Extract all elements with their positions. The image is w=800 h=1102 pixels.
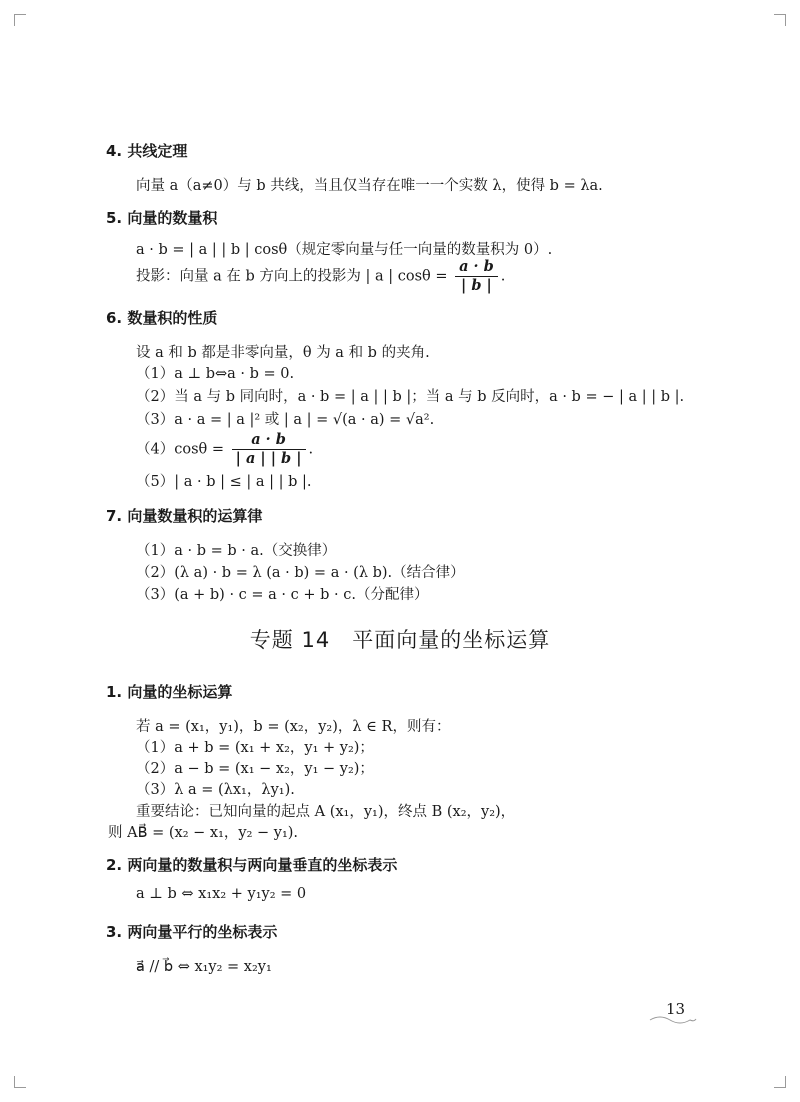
coordinate-item: （2）a − b = (x₁ − x₂，y₁ − y₂)； bbox=[136, 761, 374, 777]
perpendicular-formula: a ⊥ b ⇔ x₁x₂ + y₁y₂ = 0 bbox=[136, 886, 307, 902]
properties-intro: 设 a 和 b 都是非零向量，θ 为 a 和 b 的夹角. bbox=[136, 345, 430, 361]
section-heading-parallel: 3. 两向量平行的坐标表示 bbox=[106, 923, 278, 941]
property-item: （3）a · a = | a |² 或 | a | = √(a · a) = √a². bbox=[136, 412, 435, 428]
law-item: （1）a · b = b · a.（交换律） bbox=[136, 543, 337, 559]
fraction-suffix: . bbox=[308, 441, 314, 458]
section-heading-dot-product: 5. 向量的数量积 bbox=[106, 209, 218, 227]
projection-fraction bbox=[455, 258, 498, 295]
fraction-numerator: a · b bbox=[232, 431, 306, 450]
important-conclusion-formula: 则 AB⃗ = (x₂ − x₁，y₂ − y₁). bbox=[108, 825, 299, 841]
cos-label: （4）cosθ = bbox=[136, 441, 225, 458]
property-item-cos bbox=[136, 431, 313, 468]
crop-mark bbox=[14, 1087, 26, 1088]
dot-product-definition: a · b = | a | | b | cosθ（规定零向量与任一向量的数量积为 0）. bbox=[136, 242, 553, 258]
topic-title: 专题 14 平面向量的坐标运算 bbox=[249, 628, 551, 652]
property-item: （5）| a · b | ≤ | a | | b |. bbox=[136, 474, 312, 490]
section-heading-dot-product-properties: 6. 数量积的性质 bbox=[106, 309, 218, 327]
crop-mark bbox=[785, 14, 786, 26]
page-number: 13 bbox=[666, 1000, 686, 1018]
page-ornament-icon bbox=[648, 1014, 698, 1026]
law-item: （2）(λ a) · b = λ (a · b) = a · (λ b).（结合律） bbox=[136, 565, 465, 581]
property-item: （1）a ⊥ b⇔a · b = 0. bbox=[136, 366, 295, 382]
parallel-formula: a⃗ // b⃗ ⇔ x₁y₂ = x₂y₁ bbox=[136, 959, 272, 975]
crop-mark bbox=[774, 14, 786, 15]
important-conclusion: 重要结论：已知向量的起点 A (x₁，y₁)，终点 B (x₂，y₂)， bbox=[136, 804, 516, 820]
projection-text: 投影：向量 a 在 b 方向上的投影为 | a | cosθ = bbox=[136, 268, 448, 285]
crop-mark bbox=[14, 14, 15, 26]
coordinate-item: （1）a + b = (x₁ + x₂，y₁ + y₂)； bbox=[136, 740, 374, 756]
crop-mark bbox=[774, 1087, 786, 1088]
fraction-denominator: | b | bbox=[461, 277, 492, 295]
crop-mark bbox=[14, 14, 26, 15]
coordinate-intro: 若 a = (x₁，y₁)，b = (x₂，y₂)，λ ∈ R，则有： bbox=[136, 719, 451, 735]
fraction-numerator: a · b bbox=[455, 258, 498, 277]
section-heading-perpendicular: 2. 两向量的数量积与两向量垂直的坐标表示 bbox=[106, 856, 398, 874]
fraction-suffix: . bbox=[500, 268, 506, 285]
section-heading-collinear: 4. 共线定理 bbox=[106, 142, 188, 160]
section-heading-operation-laws: 7. 向量数量积的运算律 bbox=[106, 507, 263, 525]
property-item: （2）当 a 与 b 同向时，a · b = | a | | b |；当 a 与 b 反向时，a · b = − | a | | b |. bbox=[136, 389, 685, 405]
projection-line bbox=[136, 258, 505, 295]
law-item: （3）(a + b) · c = a · c + b · c.（分配律） bbox=[136, 587, 429, 603]
fraction-denominator: | a | | b | bbox=[235, 450, 302, 468]
coordinate-item: （3）λ a = (λx₁，λy₁). bbox=[136, 782, 295, 798]
cos-fraction bbox=[232, 431, 306, 468]
collinear-theorem-text: 向量 a（a≠0）与 b 共线，当且仅当存在唯一一个实数 λ，使得 b = λa. bbox=[136, 178, 603, 194]
section-heading-coordinate-operations: 1. 向量的坐标运算 bbox=[106, 683, 233, 701]
